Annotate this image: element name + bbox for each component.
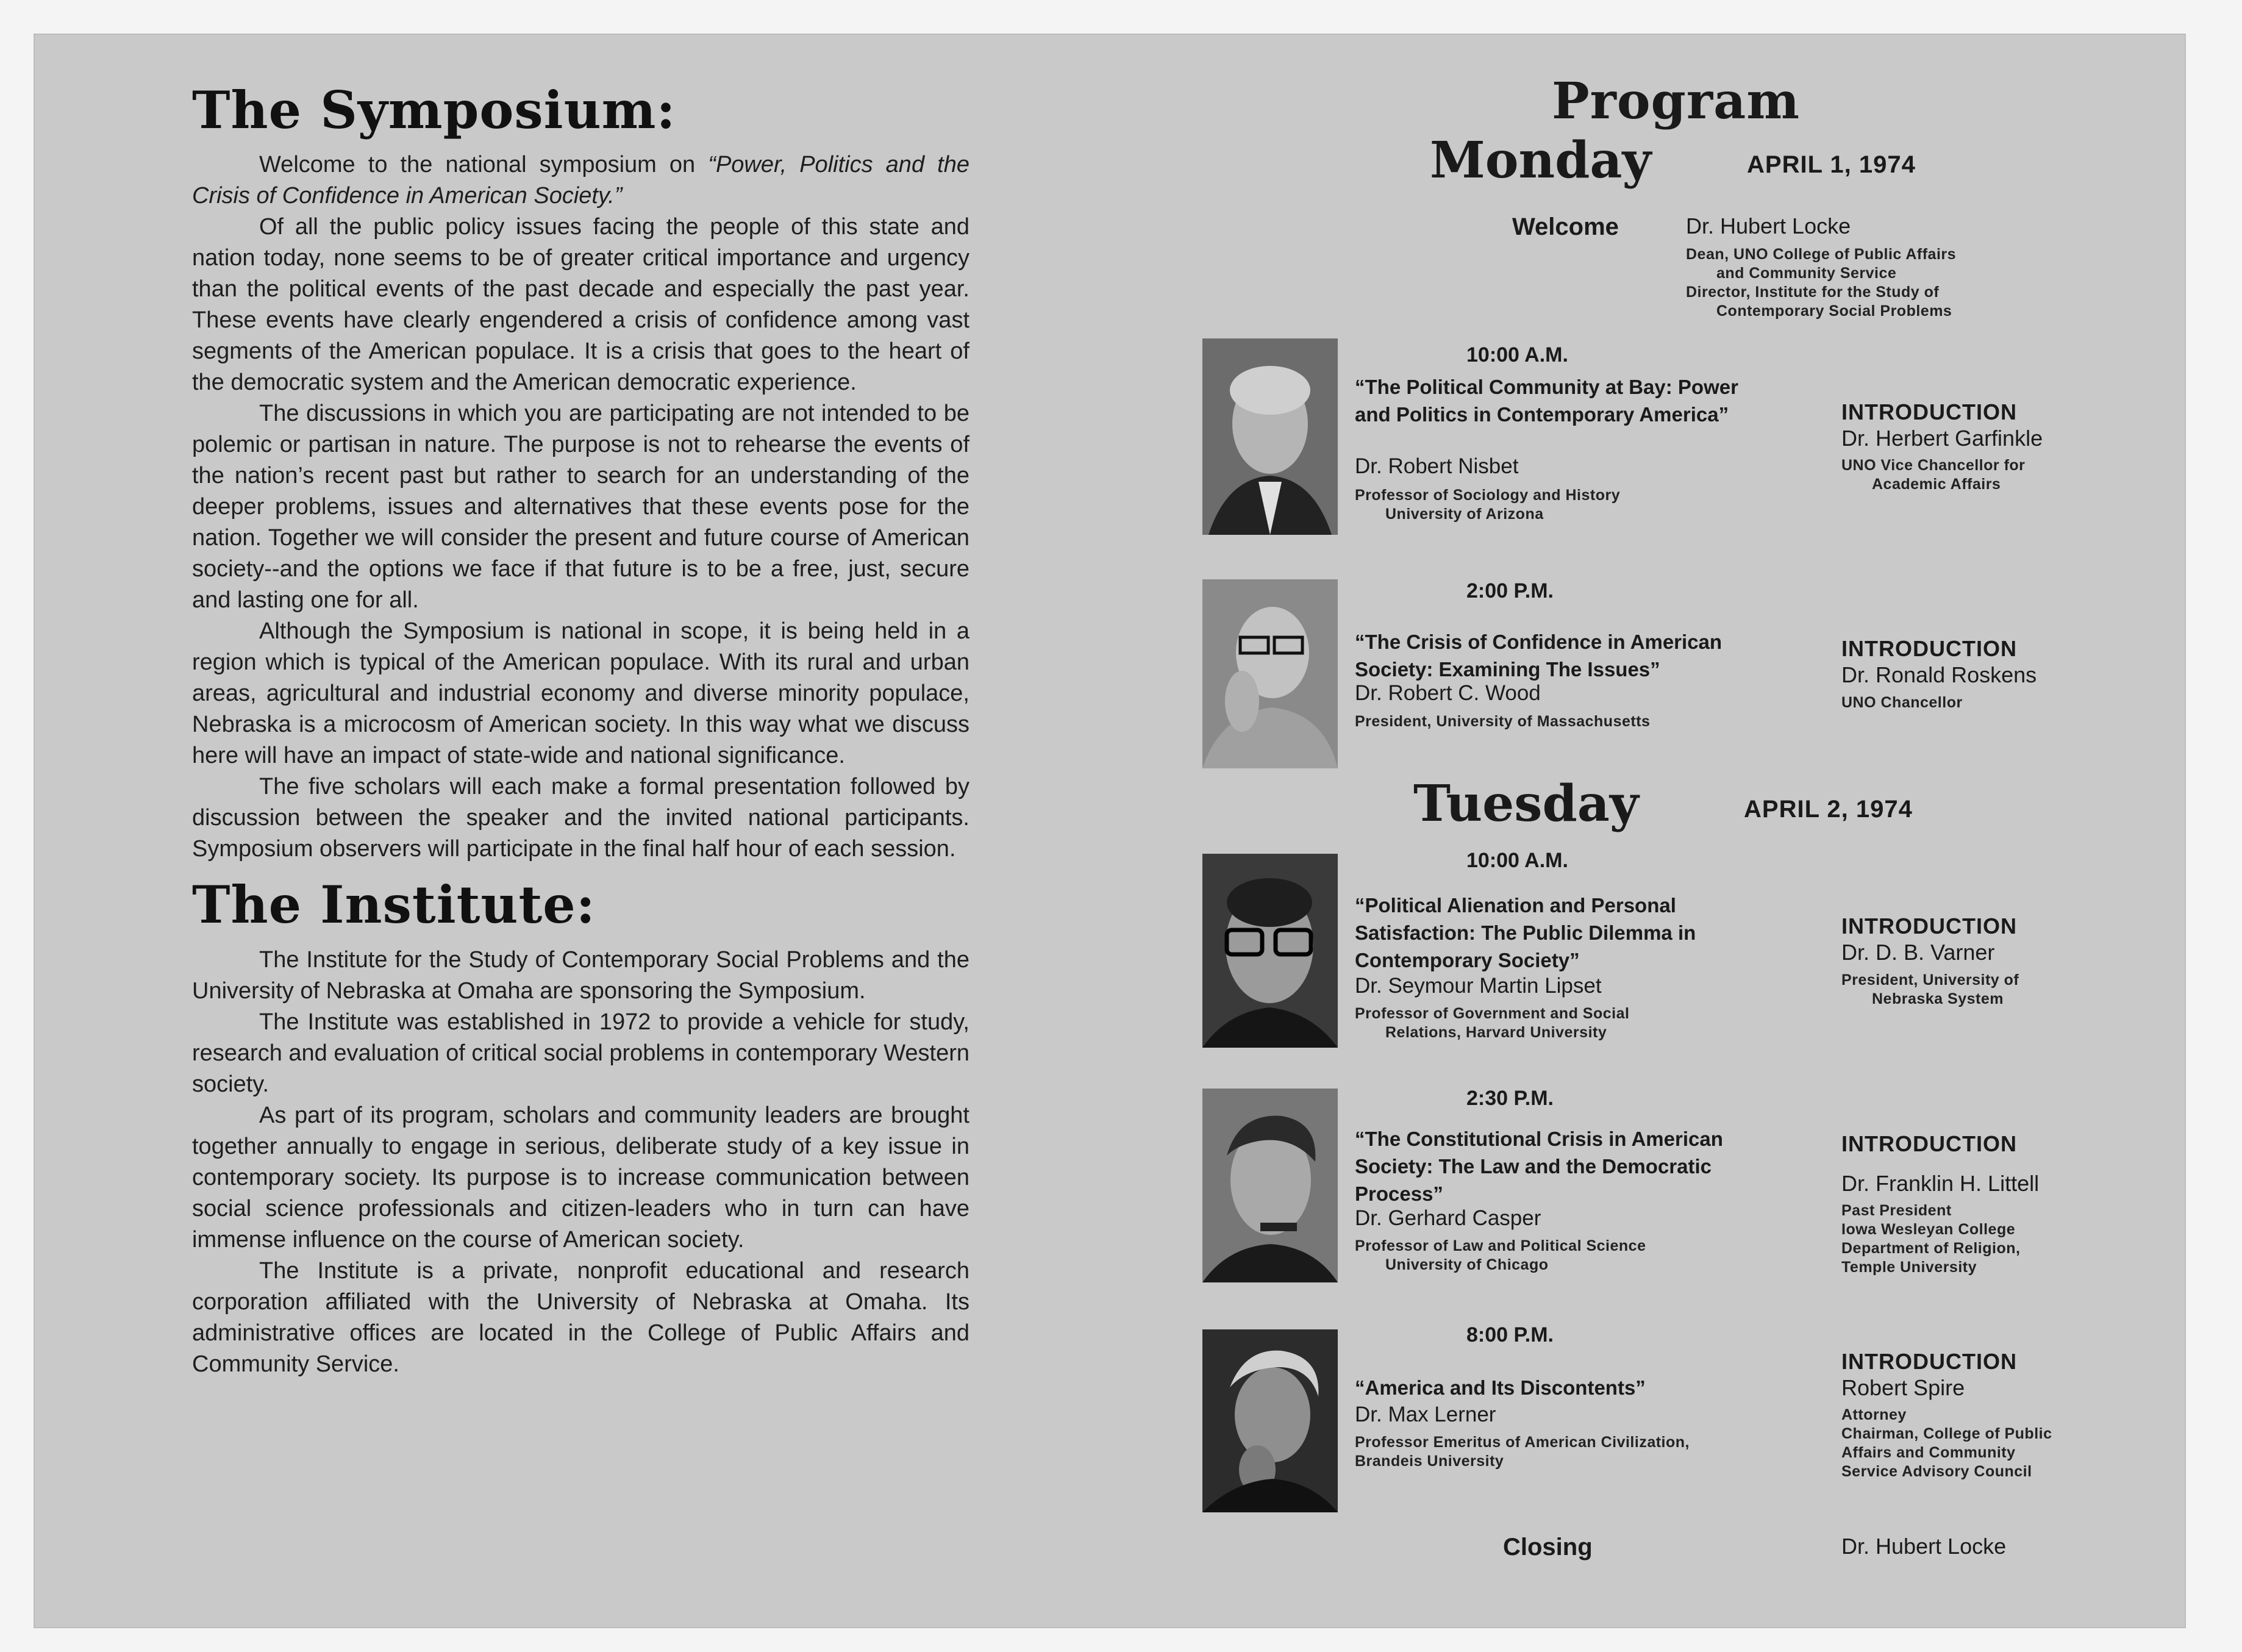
session-title: “Political Alienation and Personal Satisfaction: The Public Dilemma in Contemporary Society” bbox=[1355, 894, 1696, 971]
welcome-name: Dr. Hubert Locke bbox=[1686, 213, 1851, 238]
symposium-text bbox=[192, 149, 969, 865]
session-time: 10:00 A.M. bbox=[1466, 849, 1568, 872]
session-affiliation: Professor Emeritus of American Civilization, Brandeis University bbox=[1355, 1434, 1690, 1470]
introducer-title: UNO Chancellor bbox=[1841, 694, 1963, 711]
introduction-label: INTRODUCTION bbox=[1841, 914, 2017, 939]
symposium-paragraph: The discussions in which you are participating are not intended to be polemic or partisan in nature. The purpose is not to rehearse the events of the nation’s recent past but rather to search for an understanding of the deeper problems, issues and alternatives that these events pose for the nation. Together we will consider the present and future course of American society--and the options we face if that future is to be a free, just, secure and lasting one for all. bbox=[192, 401, 969, 613]
portrait-image bbox=[1202, 579, 1338, 768]
session-title: “The Political Community at Bay: Power and Politics in Contemporary America” bbox=[1355, 376, 1738, 426]
introduction-label: INTRODUCTION bbox=[1841, 399, 2017, 424]
portrait-image bbox=[1202, 854, 1338, 1048]
introducer-name: Dr. Herbert Garfinkle bbox=[1841, 426, 2043, 451]
speaker-photo-nisbet bbox=[1202, 338, 1338, 535]
session-time: 10:00 A.M. bbox=[1466, 343, 1568, 367]
session-speaker: Dr. Seymour Martin Lipset bbox=[1355, 974, 1602, 998]
introducer-title: Attorney Chairman, College of Public Affairs and Community Service Advisory Council bbox=[1841, 1406, 2052, 1480]
symposium-paragraph: Although the Symposium is national in scope, it is being held in a region which is typical of the American populace. With its rural and urban areas, agricultural and industrial economy and diverse minority populace, Nebraska is a microcosm of American society. In this way what we discuss here will have an impact of state-wide and national significance. bbox=[192, 618, 969, 769]
introducer-name: Dr. D. B. Varner bbox=[1841, 940, 1995, 965]
symposium-heading: The Symposium: bbox=[192, 80, 676, 140]
introducer-title: President, University of Nebraska System bbox=[1841, 971, 2019, 1007]
date-tuesday: APRIL 2, 1974 bbox=[1744, 796, 1913, 823]
symposium-paragraph: The five scholars will each make a formal presentation followed by discussion between the speaker and the invited national participants. Symposium observers will participate in the final half hour of each session. bbox=[192, 774, 969, 862]
day-tuesday: Tuesday bbox=[1413, 774, 1639, 833]
welcome-label: Welcome bbox=[1512, 213, 1619, 240]
introducer-title: UNO Vice Chancellor for Academic Affairs bbox=[1841, 457, 2026, 493]
speaker-photo-casper bbox=[1202, 1089, 1338, 1282]
portrait-image bbox=[1202, 338, 1338, 535]
institute-text bbox=[192, 945, 969, 1380]
speaker-photo-lerner bbox=[1202, 1329, 1338, 1512]
closing-name: Dr. Hubert Locke bbox=[1841, 1534, 2007, 1559]
session-title: “The Constitutional Crisis in American Society: The Law and the Democratic Process” bbox=[1355, 1128, 1723, 1205]
introducer-name: Robert Spire bbox=[1841, 1375, 1965, 1400]
session-time: 2:30 P.M. bbox=[1466, 1087, 1554, 1110]
session-title: “America and Its Discontents” bbox=[1355, 1376, 1646, 1399]
symposium-paragraph: Of all the public policy issues facing the people of this state and nation today, none seems to be of greater critical importance and urgency than the political events of the past decade and especially the past year. These events have clearly engendered a crisis of confidence among vast segments of the American populace. It is a crisis that goes to the heart of the democratic system and the American democratic experience. bbox=[192, 214, 969, 396]
institute-paragraph: As part of its program, scholars and community leaders are brought together annually to engage in serious, deliberate study of a key issue in contemporary society. Its purpose is to increase communication between social science professionals and citizen-leaders who in turn can have immense influence on the course of American society. bbox=[192, 1102, 969, 1253]
session-affiliation: Professor of Law and Political Science University of Chicago bbox=[1355, 1237, 1646, 1273]
session-affiliation: President, University of Massachusetts bbox=[1355, 713, 1651, 730]
session-time: 8:00 P.M. bbox=[1466, 1323, 1554, 1346]
left-column bbox=[192, 82, 969, 1380]
session-affiliation: Professor of Government and Social Relations, Harvard University bbox=[1355, 1005, 1630, 1041]
introduction-label: INTRODUCTION bbox=[1841, 1131, 2017, 1156]
date-monday: APRIL 1, 1974 bbox=[1747, 151, 1916, 178]
program-title: Program bbox=[1552, 72, 1800, 131]
session-title: “The Crisis of Confidence in American Society: Examining The Issues” bbox=[1355, 631, 1723, 681]
speaker-photo-lipset bbox=[1202, 854, 1338, 1048]
session-speaker: Dr. Gerhard Casper bbox=[1355, 1206, 1541, 1230]
program-column bbox=[1195, 0, 2146, 1652]
institute-heading: The Institute: bbox=[192, 874, 596, 935]
welcome-title-lines: Dean, UNO College of Public Affairs and Community Service Director, Institute for the Study of Contemporary Social Problems bbox=[1686, 246, 1957, 320]
introducer-name: Dr. Franklin H. Littell bbox=[1841, 1171, 2040, 1196]
symposium-intro-paragraph: Welcome to the national symposium on “Power, Politics and the Crisis of Confidence in American Society.” bbox=[192, 152, 969, 209]
introduction-label: INTRODUCTION bbox=[1841, 1349, 2017, 1374]
session-speaker: Dr. Robert C. Wood bbox=[1355, 681, 1541, 705]
day-monday: Monday bbox=[1430, 131, 1652, 190]
closing-label: Closing bbox=[1503, 1534, 1593, 1561]
session-speaker: Dr. Robert Nisbet bbox=[1355, 454, 1519, 478]
portrait-image bbox=[1202, 1089, 1338, 1282]
institute-paragraph: The Institute for the Study of Contemporary Social Problems and the University of Nebraska at Omaha are sponsoring the Symposium. bbox=[192, 946, 969, 1004]
introduction-label: INTRODUCTION bbox=[1841, 636, 2017, 661]
session-affiliation: Professor of Sociology and History University of Arizona bbox=[1355, 487, 1621, 523]
institute-paragraph: The Institute was established in 1972 to provide a vehicle for study, research and evaluation of critical social problems in contemporary Western society. bbox=[192, 1009, 970, 1097]
introducer-title: Past President Iowa Wesleyan College Department of Religion, Temple University bbox=[1841, 1202, 2021, 1276]
institute-paragraph: The Institute is a private, nonprofit educational and research corporation affiliated with the University of Nebraska at Omaha. Its administrative offices are located in the College of Public Affairs and Community Service. bbox=[192, 1257, 969, 1377]
portrait-image bbox=[1202, 1329, 1338, 1512]
speaker-photo-wood bbox=[1202, 579, 1338, 768]
introducer-name: Dr. Ronald Roskens bbox=[1841, 662, 2037, 687]
session-time: 2:00 P.M. bbox=[1466, 579, 1554, 603]
session-speaker: Dr. Max Lerner bbox=[1355, 1403, 1496, 1426]
